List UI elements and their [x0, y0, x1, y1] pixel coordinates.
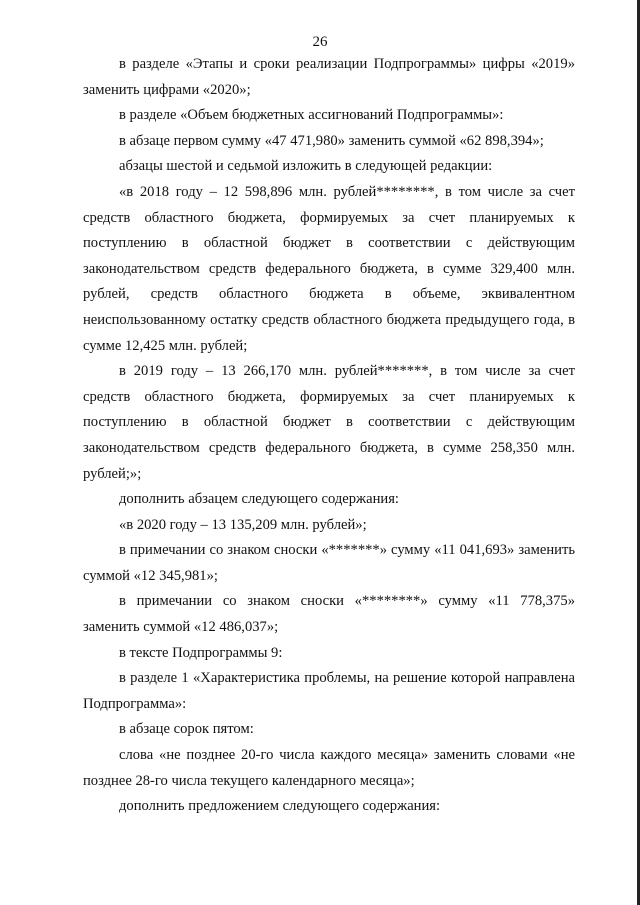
paragraph-budget-section: в разделе «Объем бюджетных ассигнований Подпрограммы»: — [119, 107, 504, 124]
paragraph-add-abzac: дополнить абзацем следующего содержания: — [119, 491, 399, 508]
paragraph-section-1: в разделе 1 «Характеристика проблемы, на решение которой направлена Подпрограмма»: — [83, 670, 575, 712]
document-body — [83, 52, 575, 820]
paragraph-footnote-8: в примечании со знаком сноски «********» сумму «11 778,375» заменить суммой «12 486,037»; — [83, 593, 575, 636]
paragraph-words-replace: слова «не позднее 20-го числа каждого месяца» заменить словами «не позднее 28-го числа текущего календарного месяца»; — [83, 747, 575, 789]
paragraph-add-sentence: дополнить предложением следующего содержания: — [119, 798, 441, 815]
paragraph-footnote-7: в примечании со знаком сноски «*******» сумму «11 041,693» заменить суммой «12 345,981»; — [83, 542, 575, 584]
paragraph-first-sum: в абзаце первом сумму «47 471,980» заменить суммой «62 898,394»; — [119, 132, 544, 149]
paragraph-subprogram-9: в тексте Подпрограммы 9: — [119, 644, 283, 661]
paragraph-2020: «в 2020 году – 13 135,209 млн. рублей»; — [119, 516, 367, 533]
paragraph-2019: в 2019 году – 13 266,170 млн. рублей*******, в том числе за счет средств областного бюджета, формируемых за счет планируемых к поступлению в областной бюджет в соответствии с действующим законодательством средств федерального бюджета, в сумме 258,350 млн. рублей;»; — [83, 363, 575, 482]
page-number: 26 — [312, 34, 328, 50]
paragraph-stages-terms: в разделе «Этапы и сроки реализации Подпрограммы» цифры «2019» заменить цифрами «2020»; — [83, 56, 575, 98]
paragraph-2018: «в 2018 году – 12 598,896 млн. рублей********, в том числе за счет средств областного бюджета, формируемых за счет планируемых к поступлению в областной бюджет в соответствии с действующим законодательством средств федерального бюджета, в сумме 329,400 млн. рублей, средств областного бюджета в объеме, эквивалентном неиспользованному остатку средств областного бюджета предыдущего года, в сумме 12,425 млн. рублей; — [83, 183, 575, 354]
paragraph-abzac-45: в абзаце сорок пятом: — [119, 721, 254, 738]
paragraph-sixth-seventh: абзацы шестой и седьмой изложить в следующей редакции: — [119, 158, 493, 175]
